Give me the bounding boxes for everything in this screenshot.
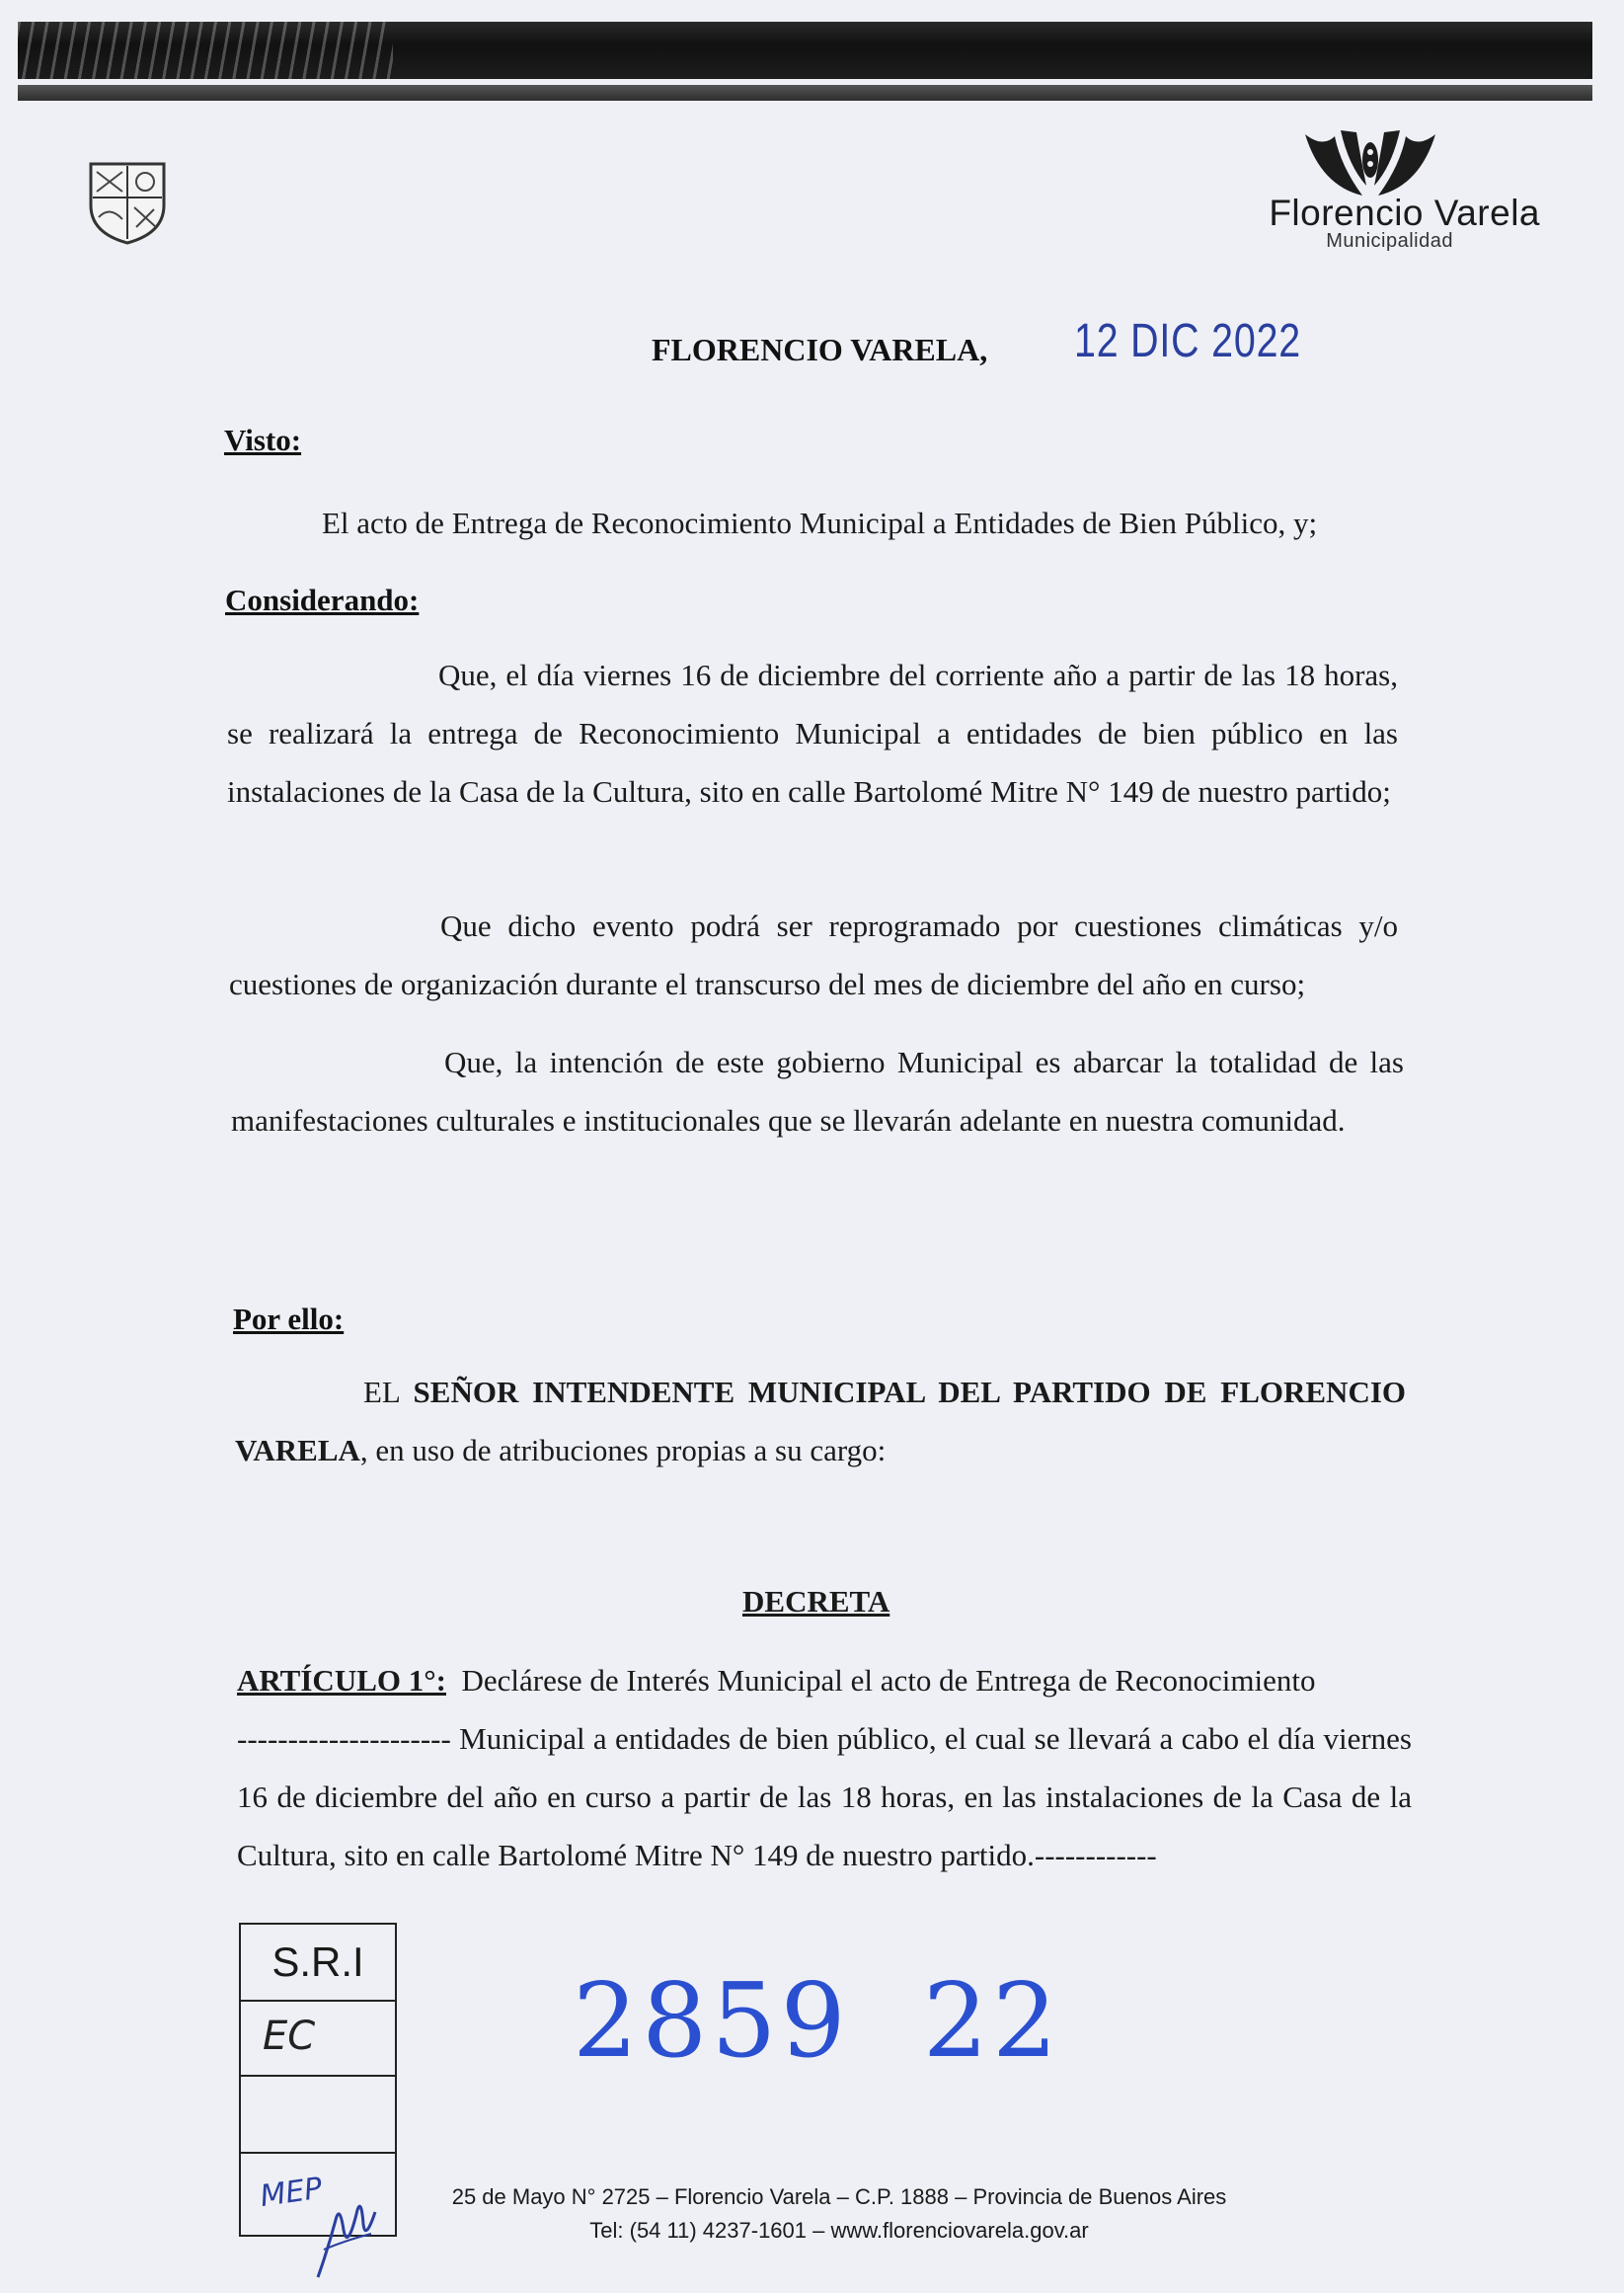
municipal-shield-icon <box>85 158 170 245</box>
articulo-1-line1: Declárese de Interés Municipal el acto de Entrega de Reconocimiento <box>461 1663 1316 1698</box>
logo-subtitle: Municipalidad <box>1326 230 1453 252</box>
logo-name: Florencio Varela <box>1269 193 1540 233</box>
sri-title-cell <box>241 1925 395 2002</box>
por-ello-lead: EL <box>363 1375 400 1409</box>
intendente-title: SEÑOR INTENDENTE MUNICIPAL DEL PARTIDO DE FLORENCIO VARELA <box>235 1375 1407 1467</box>
footer-contact: Tel: (54 11) 4237-1601 – www.florenciovarela.gov.ar <box>589 2218 1089 2243</box>
decree-number-stamp: 2859 22 <box>573 1960 1062 2081</box>
sri-title: S.R.I <box>271 1938 364 1985</box>
considerando-paragraph-2: Que dicho evento podrá ser reprogramado por cuestiones climáticas y/o cuestiones de organización durante el transcurso del mes de diciembre del año en curso; <box>229 909 1398 1001</box>
date-stamp: 12 DIC 2022 <box>1074 315 1302 367</box>
sri-row-4-initials: MEP <box>258 2171 325 2215</box>
dateline-place: FLORENCIO VARELA, <box>652 332 988 367</box>
heading-visto: Visto: <box>224 423 302 457</box>
articulo-1-dashes: --------------------- <box>237 1721 451 1756</box>
considerando-paragraph-3: Que, la intención de este gobierno Municipal es abarcar la totalidad de las manifestaciones culturales e institucionales que se llevarán adelante en nuestra comunidad. <box>231 1045 1404 1138</box>
visto-text: El acto de Entrega de Reconocimiento Municipal a Entidades de Bien Público, y; <box>322 506 1318 540</box>
footer-address: 25 de Mayo N° 2725 – Florencio Varela – C.P. 1888 – Provincia de Buenos Aires <box>451 2184 1227 2209</box>
heading-por-ello: Por ello: <box>233 1302 345 1336</box>
decreta-heading: DECRETA <box>742 1584 890 1619</box>
heading-considerando: Considerando: <box>225 583 420 617</box>
sri-row-2 <box>241 2002 395 2077</box>
scan-top-bar <box>18 22 1592 79</box>
considerando-paragraph-1: Que, el día viernes 16 de diciembre del corriente año a partir de las 18 horas, se realizará la entrega de Reconocimiento Municipal a entidades de bien público en las instalaciones de la Casa de la Cultura, sito en calle Bartolomé Mitre N° 149 de nuestro partido; <box>227 658 1398 809</box>
sri-row-2-initials: EC <box>263 2014 316 2059</box>
articulo-1-text: Municipal a entidades de bien público, el cual se llevará a cabo el día viernes 16 de diciembre del año en curso a partir de las 18 horas, en las instalaciones de la Casa de la Cultura, sito en calle Bartolomé Mitre N° 149 de nuestro partido.------------ <box>237 1721 1412 1872</box>
scan-second-bar <box>18 85 1592 101</box>
por-ello-paragraph <box>235 1363 1406 1479</box>
address-footer <box>296 2180 1382 2248</box>
por-ello-rest: , en uso de atribuciones propias a su cargo: <box>359 1433 887 1467</box>
articulo-1-label: ARTÍCULO 1°: <box>237 1663 446 1698</box>
sri-row-3 <box>241 2077 395 2154</box>
articulo-1-paragraph <box>237 1651 1412 1884</box>
